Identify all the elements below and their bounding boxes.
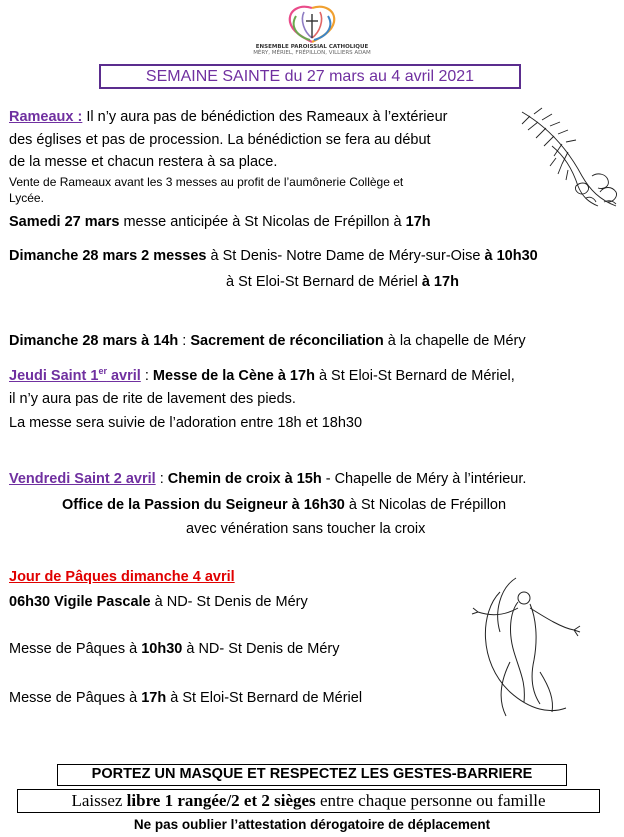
page-title-text: SEMAINE SAINTE du 27 mars au 4 avril 2021 bbox=[145, 68, 475, 85]
mask-notice bbox=[57, 764, 567, 786]
paques-label: Jour de Pâques dimanche 4 avril bbox=[9, 569, 235, 585]
dimanche-text-2: à St Eloi-St Bernard de Mériel bbox=[226, 274, 422, 290]
rameaux-vente-1: Vente de Rameaux avant les 3 messes au profit de l’aumônerie Collège et bbox=[9, 175, 404, 189]
dimanche-time-2: à 17h bbox=[421, 274, 459, 290]
dimanche-time-1: à 10h30 bbox=[484, 248, 538, 264]
jeudi-line-3: La messe sera suivie de l’adoration entre 18h et 18h30 bbox=[9, 415, 363, 431]
rameaux-text-1: Il n’y aura pas de bénédiction des Rameaux à l’extérieur bbox=[82, 109, 448, 125]
rameaux-label: Rameaux : bbox=[9, 109, 83, 125]
logo-towns: MÉRY, MÉRIEL, FRÉPILLON, VILLIERS ADAM bbox=[253, 50, 371, 56]
seating-notice: Laissez libre 1 rangée/2 et 2 sièges entre chaque personne ou famille bbox=[17, 789, 600, 813]
rameaux-line-2: des églises et pas de procession. La bénédiction se fera au début bbox=[9, 132, 431, 148]
jeudi-title: Messe de la Cène à 17h bbox=[152, 368, 315, 384]
samedi-time: 17h bbox=[405, 214, 431, 230]
dimanche-text: à St Denis- Notre Dame de Méry-sur-Oise bbox=[206, 248, 485, 264]
vigile-title: 06h30 Vigile Pascale bbox=[9, 594, 151, 610]
vendredi-line-1: Vendredi Saint 2 avril : Chemin de croix à 15h - Chapelle de Méry à l’intérieur. bbox=[9, 471, 527, 487]
risen-christ-illustration bbox=[470, 572, 588, 720]
vendredi-line-3: avec vénération sans toucher la croix bbox=[186, 521, 426, 537]
samedi-text: messe anticipée à St Nicolas de Frépillon à bbox=[119, 214, 406, 230]
attestation-notice: Ne pas oublier l’attestation dérogatoire de déplacement bbox=[133, 817, 491, 832]
jeudi-line-2: il n’y aura pas de rite de lavement des pieds. bbox=[9, 391, 296, 407]
reconciliation-place: à la chapelle de Méry bbox=[383, 333, 526, 349]
rameaux-line-3: de la messe et chacun restera à sa place. bbox=[9, 154, 278, 170]
jeudi-place: à St Eloi-St Bernard de Mériel, bbox=[314, 368, 515, 384]
office-place: à St Nicolas de Frépillon bbox=[344, 497, 507, 513]
vigile-line bbox=[9, 593, 308, 611]
mask-notice-text: PORTEZ UN MASQUE ET RESPECTEZ LES GESTES-BARRIERE bbox=[91, 766, 533, 782]
messe-paques-2: Messe de Pâques à 17h à St Eloi-St Bernard de Mériel bbox=[9, 690, 363, 706]
dimanche-line-2 bbox=[226, 273, 459, 291]
dimanche-line-1 bbox=[9, 247, 538, 265]
messe-paques-2-time: 17h bbox=[141, 690, 167, 706]
logo-caption bbox=[228, 44, 396, 56]
messe-paques-1-time: 10h30 bbox=[141, 641, 183, 657]
messe-paques-1: Messe de Pâques à 10h30 à ND- St Denis de Méry bbox=[9, 641, 340, 657]
vendredi-label: Vendredi Saint 2 avril bbox=[9, 471, 156, 487]
reconciliation-line: Dimanche 28 mars à 14h : Sacrement de réconciliation à la chapelle de Méry bbox=[9, 333, 526, 349]
dimanche-date: Dimanche 28 mars 2 messes bbox=[9, 248, 207, 264]
vigile-place: à ND- St Denis de Méry bbox=[150, 594, 308, 610]
logo-name: ENSEMBLE PAROISSIAL CATHOLIQUE bbox=[255, 44, 369, 50]
samedi-line bbox=[9, 213, 431, 231]
vendredi-line-2 bbox=[62, 496, 506, 514]
reconciliation-title: Sacrement de réconciliation bbox=[190, 333, 384, 349]
rameaux-vente-2: Lycée. bbox=[9, 191, 44, 205]
reconciliation-date: Dimanche 28 mars à 14h bbox=[9, 333, 179, 349]
palm-branches-illustration bbox=[516, 106, 624, 214]
jeudi-label: Jeudi Saint 1er avril bbox=[9, 366, 141, 384]
rameaux-line-1 bbox=[9, 108, 447, 126]
office-title: Office de la Passion du Seigneur à 16h30 bbox=[62, 497, 345, 513]
seating-rule: libre 1 rangée/2 et 2 sièges bbox=[126, 791, 316, 810]
vendredi-place: - Chapelle de Méry à l’intérieur. bbox=[321, 471, 527, 487]
page-title bbox=[99, 64, 521, 89]
jeudi-line-1: Jeudi Saint 1er avril : Messe de la Cène à 17h à St Eloi-St Bernard de Mériel, bbox=[9, 366, 515, 384]
samedi-date: Samedi 27 mars bbox=[9, 214, 120, 230]
vendredi-title: Chemin de croix à 15h bbox=[167, 471, 322, 487]
